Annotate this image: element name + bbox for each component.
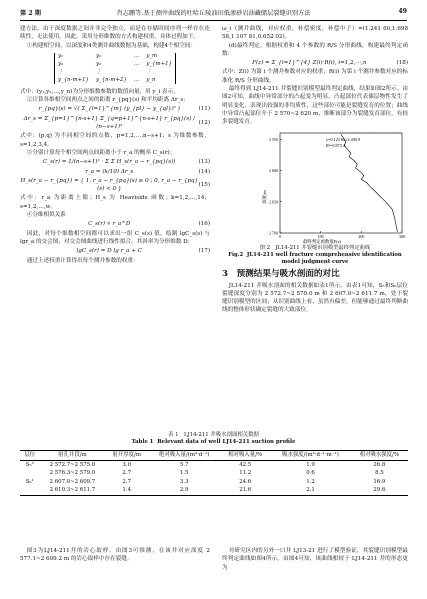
running-header [20, 8, 407, 20]
figure-2-caption [222, 245, 408, 266]
cell-intake-strength: 1.9 [306, 461, 315, 468]
x-tick-label: 100 [317, 233, 324, 239]
equation-number: (16) [198, 221, 210, 228]
equation-13 [20, 158, 210, 166]
equation-expression: lgC_s(r) = D lg r_a + C [76, 248, 142, 255]
cell-absolute-intake: 2.9 [148, 486, 220, 495]
cell-intake-strength: 2.1 [270, 486, 350, 495]
chart-series [339, 133, 402, 232]
equation-12 [20, 115, 210, 132]
table-caption-en-number: Table 1 [131, 439, 154, 446]
matrix-cell: y_{m+1} [146, 61, 172, 68]
matrix-cell: y_{n-m+1} [58, 77, 89, 84]
equation-expression: C_s(r) = 1/(n−s+1)² · Σ Σ H_s(r_a − r_{pq}(s)) [43, 159, 176, 166]
y-tick-label: 2 650 [269, 198, 278, 204]
bottom-right-paragraph: 对研究区内的另外一口井 LJ13-21 进行了模型验证，其裂缝识别模型最终判定曲线如图4所示。由图4可知，该曲线相较于 LJ14-211 井的形态更为 [222, 548, 408, 571]
y-axis-label: 深度/m [262, 189, 267, 204]
page-number: 49 [398, 8, 407, 15]
equation-number: (18) [396, 60, 408, 67]
equation-11 [20, 105, 210, 113]
cell-interval: 2 576.3~2 579.0 [49, 470, 96, 477]
cell-intake-strength: 0.6 [306, 470, 315, 477]
paragraph: 最终得到 LJ14-211 井裂缝识别模型最终判定曲线，结果如图2所示。由图2可知，曲线中异常部分的凸起变为明显，凸起部位代表储层物性发生了明显变化，表现出较强的非均质性，这些部位可能是裂缝发育的位置；曲线中异常凸起部位介于 2 570~2 620 m，推断该部分为裂缝发育部位，有较多裂缝发育。 [222, 86, 408, 126]
left-column [20, 25, 210, 265]
matrix-cell: y₁ [58, 53, 64, 60]
matrix-cell: … [133, 61, 140, 68]
paragraph: 因此，对每个维数相空间都可以求出一组 C_s(s) 值，绘制 lgC_s(s) 与 lgr_a 的交会图，对交会图曲线进行线性拟合，其斜率为分形维数 D： [20, 230, 210, 245]
cell-interval: 2 572.7~2 575.0 [49, 461, 96, 468]
column-header: 相对吸水强度/% [351, 451, 408, 461]
right-column [222, 25, 408, 315]
plot-frame [280, 133, 402, 233]
table-1-caption [20, 432, 407, 446]
paragraph: ω_i（测井曲线，对应权重，补偿密度，补偿中子）=(1.241 60,1.698 58,1.107 81,0.652 02)。 [222, 26, 408, 41]
figure-caption-en-text: JL14-211 well fracture comprehensive identification model judgment curve [246, 251, 402, 265]
figure-caption-en [222, 252, 408, 266]
equation-number: (12) [198, 119, 210, 126]
judgment-curve-chart [222, 127, 408, 245]
cell-thickness: 1.4 [105, 486, 148, 495]
column-header: 相对吸入量/% [220, 451, 270, 461]
equation-expression: r_{pq}(s) = √( Σ_{l=1}^{m} (y_{pl} − y_{ql})² ) [38, 106, 180, 113]
cell-relative-strength: 16.9 [373, 478, 386, 485]
paragraph: 式中：r_a 为距离上限；H_s 为 Heaviside 函数；k=1,2,…,14；s=1,2,…,w。 [20, 195, 210, 210]
matrix-cell: y₂ [95, 53, 102, 60]
equation-number: (13) [198, 159, 210, 166]
step-2-text: ②计算各维相空间两点之间的距离 r_{pq}(s) 和平均距离 Δr_s： [26, 97, 189, 104]
cell-absolute-intake: 5.7 [179, 461, 189, 468]
matrix-cell: y_{n-m+2} [95, 77, 127, 84]
equation-16 [20, 220, 210, 228]
step-d-text: (d)最终判定。根据权重和 4 个参数的 R/S 分形曲线，构建最终判定函数： [222, 42, 408, 57]
table-header-row [20, 451, 408, 461]
fit-equation-label: y=0.123 8x+2 490.9 [326, 136, 361, 142]
figure-2 [222, 127, 408, 245]
cell-relative-strength: 8.5 [375, 470, 384, 477]
matrix-cell: y₂ [58, 61, 64, 68]
column-header: 射孔井段/m [40, 451, 106, 461]
matrix-cell: y_n [146, 77, 156, 84]
section-3-heading: 3 预测结果与吸水剖面的对比 [222, 268, 340, 279]
cell-thickness: 2.7 [122, 470, 131, 477]
x-tick-label: 200 [358, 233, 365, 239]
cell-absolute-intake: 3.3 [179, 478, 189, 485]
paragraph: 式中：(p,q) 为不同相空间的点数，p=1,2,…,n−s+1；s 为维数参数，s=1,2,3,4。 [20, 133, 210, 148]
cell-relative-intake: 42.5 [239, 461, 252, 468]
cell-layer [20, 486, 40, 495]
figure-caption-en-number: Fig.2 [228, 251, 244, 258]
step-3-text: ③分别计算每个相空间两点间距离小于 r_a 的概率 C_s(r)： [26, 149, 176, 156]
cell-layer [20, 469, 40, 478]
running-title: 肖志鹏等.基于测井曲线的吐哈丘陵油田低渗砂岩油藏储层裂缝识别方法 [116, 10, 311, 17]
table-caption-cn: 表 1 LJ14-211 井吸水剖面相关数据 [168, 432, 259, 438]
equation-14 [20, 168, 210, 176]
paragraph: 式中：Z(i) 为第 i 个测井参数对应的权重；R(i) 为第 i 个测井参数对应的标准化 R/S 分形曲线。 [222, 69, 408, 84]
equation-17 [20, 247, 210, 255]
y-tick-label: 2 550 [269, 136, 278, 142]
bottom-left-paragraph: 图3为LJ14-211井的岩心取样。由图3可推测，在该井对应深度 2 577.1~2 609.2 m 的岩心取样中存在裂缝。 [20, 548, 210, 563]
step-1-text: ①构建相空间。以深度和4类测井曲线数据为基础，构建4个相空间： [26, 42, 197, 49]
equation-number: (14) [198, 168, 210, 175]
table-row [20, 469, 408, 478]
equation-18 [222, 59, 408, 67]
equation-number: (11) [198, 106, 210, 113]
matrix-cell: … [133, 53, 140, 60]
cell-thickness: 2.7 [122, 478, 131, 485]
equation-15 [20, 177, 210, 194]
x-tick-label: 0 [279, 233, 281, 239]
paragraph: 通过上述权重计算得出每个测井参数的权重： [26, 257, 139, 264]
column-header: 射开厚度/m [105, 451, 148, 461]
matrix-cell: ⋮ [58, 69, 64, 76]
column-header: 吸水强度/(m³·d⁻¹·m⁻¹) [270, 451, 350, 461]
cell-thickness: 3.0 [122, 461, 131, 468]
matrix-cell: … [133, 77, 140, 84]
cell-interval: 2 607.0~2 609.7 [49, 478, 96, 485]
fit-r2-label: R²=0.873 4 [326, 142, 345, 148]
equation-expression: C_s(r) ∝ r_a^D [88, 221, 131, 228]
matrix-cell: y_m [146, 53, 158, 60]
matrix-cell: ⋮ [146, 69, 152, 76]
matrix-cell: ⋮ [95, 69, 102, 76]
suction-profile-table [20, 450, 408, 496]
cell-relative-intake: 24.6 [239, 478, 252, 485]
issue-number: 第 2 期 [20, 10, 41, 17]
matrix-cell: y₃ [95, 61, 102, 68]
column-header: 绝对吸入量/(m³·d⁻¹) [148, 451, 220, 461]
cell-layer: S₆¹ [25, 478, 34, 485]
cell-intake-strength: 1.2 [306, 478, 315, 485]
table-row [20, 460, 408, 469]
equation-expression: Δr_s = Σ_{p=1}^{n-s+1} Σ_{q=p+1}^{n-s+1} r_{pq}(s) / (n−s+1)² [23, 115, 195, 131]
paragraph: JL14-211 井吸水剖面的相关数据如表1所示。由表1可知，S₅和S₆层位裂缝深度分别为 2 572.7~2 579.0 m 和 2 607.0~2 611.7 m，处于裂缝识别模型的区间；从识别曲线上看，虽然有偏差，但能够通过最终判断曲线的整体形状确定裂缝的大致部位。 [222, 282, 408, 314]
cell-absolute-intake: 1.5 [179, 470, 189, 477]
x-tick-label: 300 [399, 233, 405, 239]
y-tick-label: 2 600 [269, 167, 278, 173]
cell-layer: S₅³ [25, 461, 34, 468]
equation-number: (17) [198, 248, 210, 255]
paragraph: 建方法，由于深度数据之间并非完全独立，而是在存储时间序列一样存在连续性，无法使用。因此，采用分形维数的方式构建权重，具体过程如下。 [20, 26, 210, 41]
cell-relative-intake: 21.6 [220, 486, 270, 495]
y-tick-label: 2 700 [269, 230, 278, 236]
judgment-curve-line [341, 134, 398, 232]
cell-relative-intake: 11.2 [239, 470, 252, 477]
cell-relative-strength: 29.6 [351, 486, 408, 495]
chart-ticks [269, 136, 405, 238]
equation-expression: H_s(r_a − r_{pq}) = { 1, r_a − r_{pq}(s) ≥ 0 ; 0, r_a − r_{pq}(s) < 0 } [20, 177, 199, 193]
table-row [20, 478, 408, 487]
header-rule [20, 20, 407, 21]
table-row [20, 486, 408, 495]
equation-expression: r_a = (k/10) Δr_s [85, 168, 134, 175]
chart-axes [280, 133, 402, 233]
cell-relative-strength: 26.8 [373, 461, 386, 468]
column-header: 层位 [20, 451, 40, 461]
matrix-cell [134, 69, 139, 76]
equation-expression: F(z) = Σ_{i=1}^{4} Z(i)·R(i), i=1,2,⋯,n [252, 60, 367, 67]
equation-number: (15) [198, 182, 210, 188]
table-caption-en [20, 439, 407, 446]
phase-space-matrix [20, 50, 210, 88]
matrix-body [54, 53, 176, 84]
cell-interval: 2 610.3~2 611.7 [40, 486, 106, 495]
figure-caption-cn: 图 2 JL14-211 井裂缝识别模型最终判定曲线 [259, 244, 371, 251]
step-4-text: ④分维相似关系 [26, 212, 66, 219]
paragraph: 式中：(y₁,y₂,…,y_n)为分形维数参数的数值向量，用 y_i 表示。 [20, 88, 179, 95]
table-caption-en-text: Relevant data of well LJ14-211 suction profile [157, 439, 296, 446]
x-axis-label: 最终判定函数值F(z) [302, 238, 342, 244]
